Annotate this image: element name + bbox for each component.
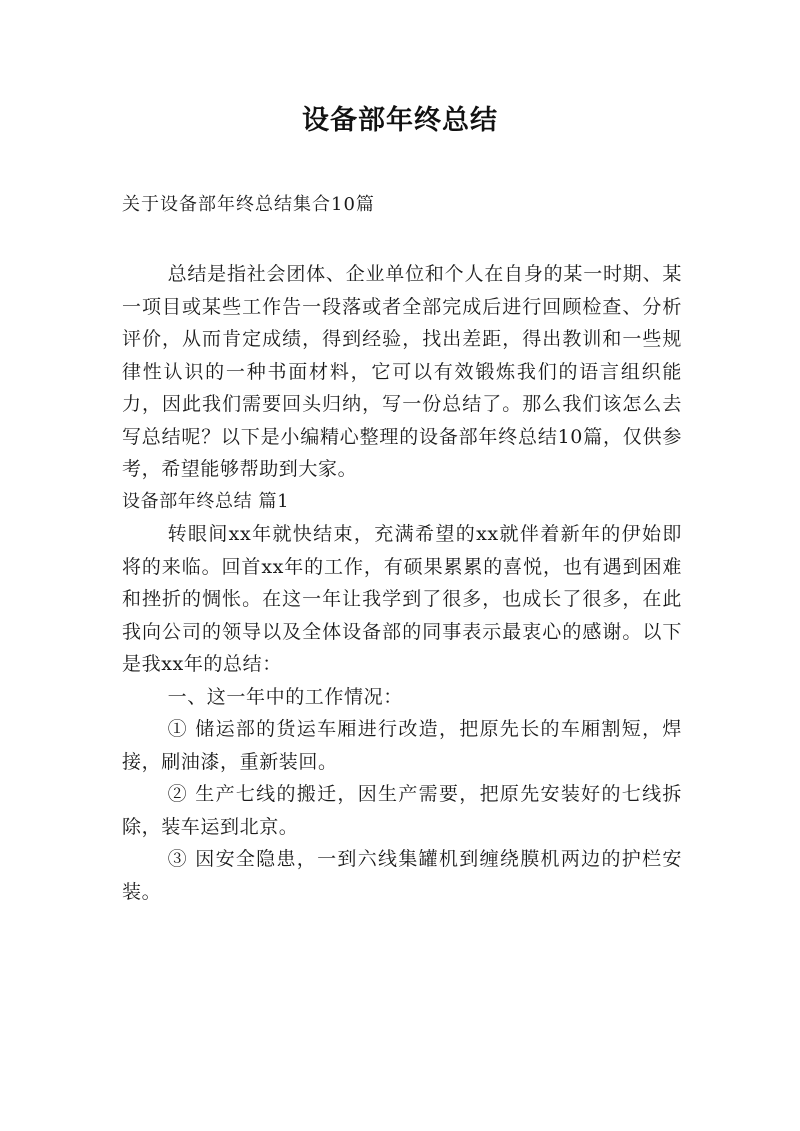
body-paragraph: 转眼间xx年就快结束，充满希望的xx就伴着新年的伊始即将的来临。回首xx年的工作，有硕果累累的喜悦，也有遇到困难和挫折的惆怅。在这一年让我学到了很多，也成长了很多，在此我向公司的领导以及全体设备部的同事表示最衷心的感谢。以下是我xx年的总结： <box>122 523 682 675</box>
body-paragraph: ③ 因安全隐患，一到六线集罐机到缠绕膜机两边的护栏安装。 <box>122 848 682 903</box>
section-heading: 设备部年终总结 篇1 <box>122 490 290 512</box>
body-paragraph: 一、这一年中的工作情况： <box>167 685 403 708</box>
document-body <box>122 258 682 908</box>
document-subtitle: 关于设备部年终总结集合10篇 <box>122 194 375 215</box>
intro-paragraph: 总结是指社会团体、企业单位和个人在自身的某一时期、某一项目或某些工作告一段落或者全部完成后进行回顾检查、分析评价，从而肯定成绩，得到经验，找出差距，得出教训和一些规律性认识的一种书面材料，它可以有效锻炼我们的语言组织能力，因此我们需要回头归纳，写一份总结了。那么我们该怎么去写总结呢？以下是小编精心整理的设备部年终总结10篇，仅供参考，希望能够帮助到大家。 <box>122 263 682 480</box>
document-title: 设备部年终总结 <box>302 105 498 136</box>
body-paragraph: ② 生产七线的搬迁，因生产需要，把原先安装好的七线拆除，装车运到北京。 <box>122 783 682 838</box>
body-paragraph: ① 储运部的货运车厢进行改造，把原先长的车厢割短，焊接，刷油漆，重新装回。 <box>122 718 682 773</box>
